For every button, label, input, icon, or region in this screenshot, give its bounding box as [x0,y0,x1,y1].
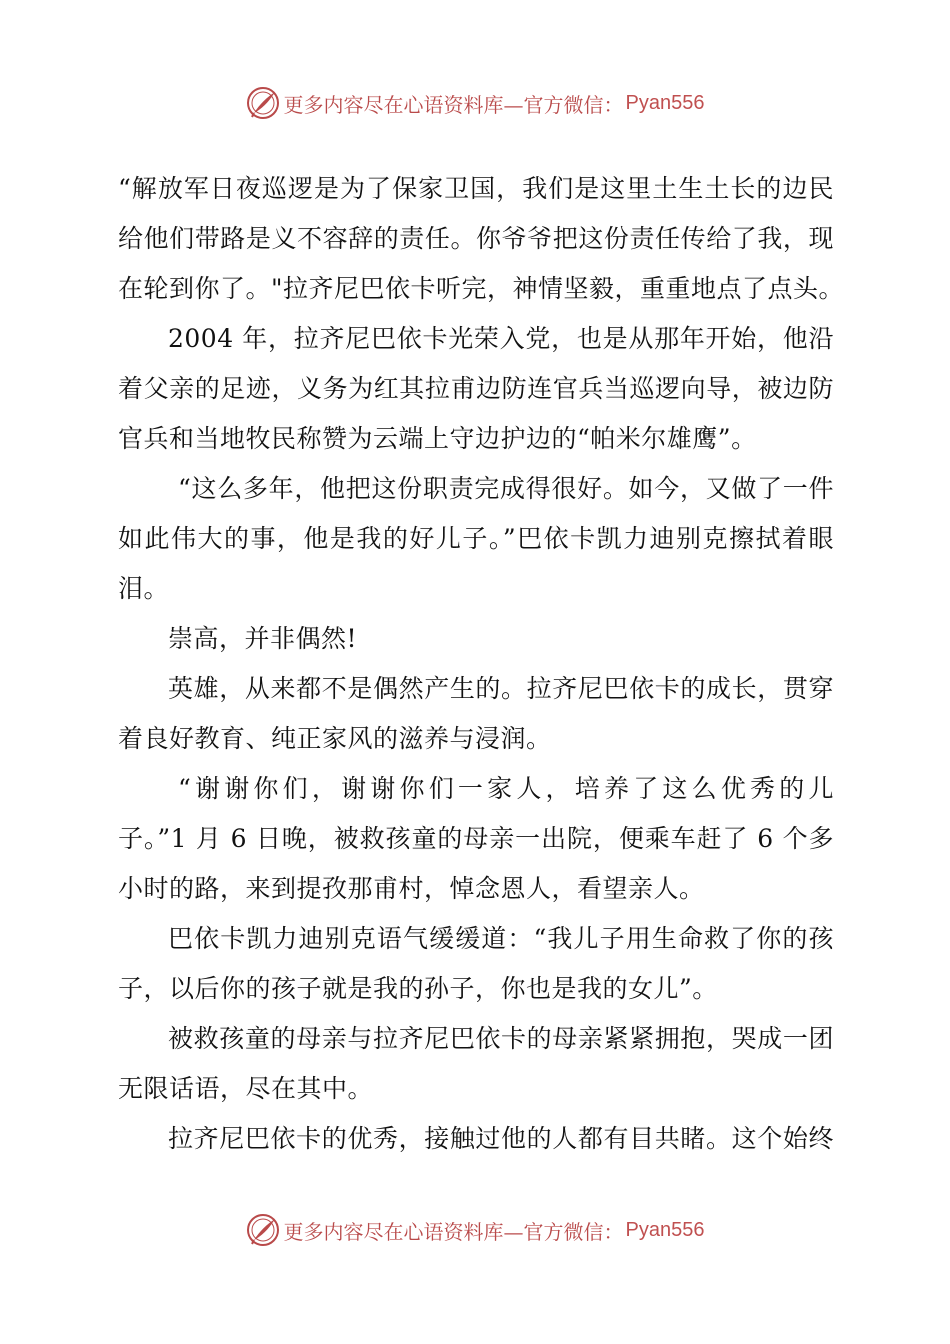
text-line: “这么多年，他把这份职责完成得很好。如今，又做了一件 [178,474,834,503]
page-header [0,83,950,123]
text-line: 着良好教育、纯正家风的滋养与浸润。 [118,724,552,753]
quill-logo-icon [246,1213,280,1247]
text-line: “解放军日夜巡逻是为了保家卫国，我们是这里土生土长的边民 [118,174,834,203]
text-line: 子。”1 月 6 日晚，被救孩童的母亲一出院，便乘车赶了 6 个多 [118,824,834,853]
text-line: 如此伟大的事，他是我的好儿子。”巴依卡凯力迪别克擦拭着眼 [118,524,834,553]
text-line: 拉齐尼巴依卡的优秀，接触过他的人都有目共睹。这个始终 [168,1124,834,1153]
footer-wechat-id: Pyan556 [625,1218,705,1241]
header-brand-text: 更多内容尽在心语资料库—官方微信： [283,92,624,117]
header-brand [246,86,705,120]
header-wechat-id: Pyan556 [625,91,705,114]
text-line: 着父亲的足迹，义务为红其拉甫边防连官兵当巡逻向导，被边防 [118,374,834,403]
text-line: 在轮到你了。"拉齐尼巴依卡听完，神情坚毅，重重地点了点头。 [118,274,845,303]
text-line: 泪。 [118,574,170,603]
text-line: 崇高，并非偶然! [168,624,358,653]
page-footer [0,1210,950,1250]
footer-brand-text: 更多内容尽在心语资料库—官方微信： [283,1219,624,1244]
document-body [118,164,845,1164]
footer-brand [246,1213,705,1247]
text-line: 英雄，从来都不是偶然产生的。拉齐尼巴依卡的成长，贯穿 [168,674,834,703]
text-line: 子，以后你的孩子就是我的孙子，你也是我的女儿”。 [118,974,718,1003]
text-line: 小时的路，来到提孜那甫村，悼念恩人，看望亲人。 [118,874,705,903]
text-line: “谢谢你们，谢谢你们一家人，培养了这么优秀的儿 [178,774,834,803]
quill-logo-icon [246,86,280,120]
text-line: 官兵和当地牧民称赞为云端上守边护边的“帕米尔雄鹰”。 [118,424,757,453]
text-line: 2004 年，拉齐尼巴依卡光荣入党，也是从那年开始，他沿 [168,324,834,353]
text-line: 无限话语，尽在其中。 [118,1074,374,1103]
text-line: 给他们带路是义不容辞的责任。你爷爷把这份责任传给了我，现 [118,224,834,253]
text-line: 巴依卡凯力迪别克语气缓缓道：“我儿子用生命救了你的孩 [168,924,834,953]
text-line: 被救孩童的母亲与拉齐尼巴依卡的母亲紧紧拥抱，哭成一团 [168,1024,834,1053]
